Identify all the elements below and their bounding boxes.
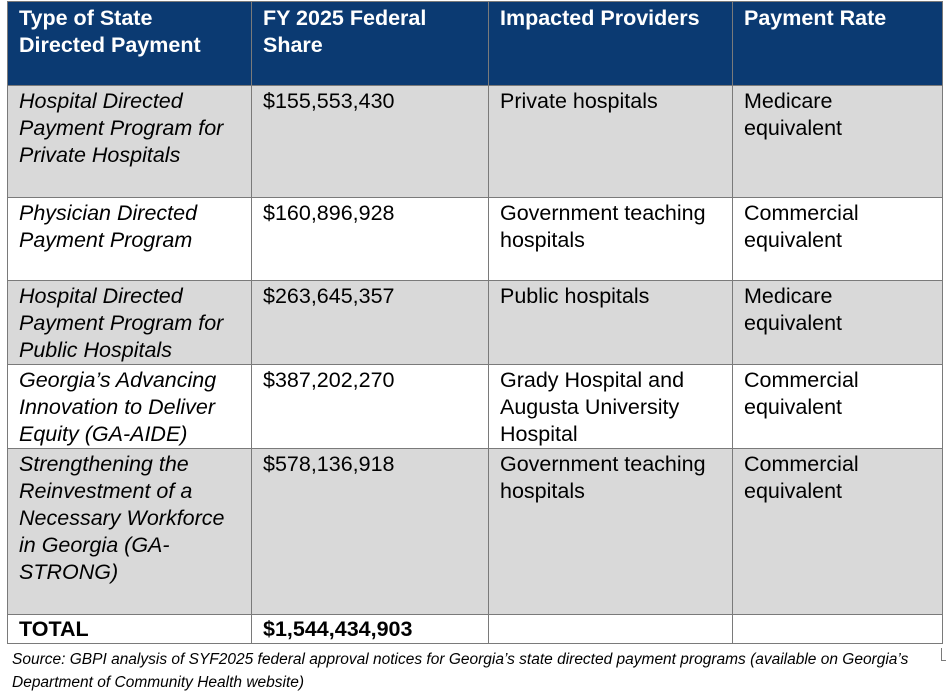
cell-type: Physician Directed Payment Program: [8, 198, 252, 281]
source-note: Source: GBPI analysis of SYF2025 federal approval notices for Georgia’s state directed payment programs (available on Georgia’s Department of Community Health website): [12, 651, 909, 691]
total-label: TOTAL: [8, 615, 252, 644]
table-row: [8, 198, 943, 281]
cell-federal-share: $263,645,357: [252, 281, 489, 365]
header-payment-rate: Payment Rate: [733, 2, 943, 86]
cell-impacted-providers: Public hospitals: [489, 281, 733, 365]
total-empty-cell: [489, 615, 733, 644]
total-empty-cell: [733, 615, 943, 644]
cell-federal-share: $160,896,928: [252, 198, 489, 281]
table-corner-mark: [941, 648, 946, 661]
cell-impacted-providers: Government teaching hospitals: [489, 449, 733, 615]
cell-type: Strengthening the Reinvestment of a Necessary Workforce in Georgia (GA-STRONG): [8, 449, 252, 615]
cell-impacted-providers: Grady Hospital and Augusta University Hospital: [489, 365, 733, 449]
header-impacted-providers: Impacted Providers: [489, 2, 733, 86]
table-row: [8, 86, 943, 198]
cell-payment-rate: Commercial equivalent: [733, 365, 943, 449]
table-header-row: [8, 2, 943, 86]
state-directed-payments-table: [7, 1, 943, 644]
cell-federal-share: $578,136,918: [252, 449, 489, 615]
table-row: [8, 365, 943, 449]
cell-federal-share: $387,202,270: [252, 365, 489, 449]
cell-type: Hospital Directed Payment Program for Public Hospitals: [8, 281, 252, 365]
header-type: Type of State Directed Payment: [8, 2, 252, 86]
header-federal-share: FY 2025 Federal Share: [252, 2, 489, 86]
cell-federal-share: $155,553,430: [252, 86, 489, 198]
cell-impacted-providers: Private hospitals: [489, 86, 733, 198]
table-total-row: [8, 615, 943, 644]
cell-payment-rate: Commercial equivalent: [733, 198, 943, 281]
table-row: [8, 449, 943, 615]
cell-impacted-providers: Government teaching hospitals: [489, 198, 733, 281]
cell-payment-rate: Medicare equivalent: [733, 281, 943, 365]
cell-type: Georgia’s Advancing Innovation to Deliver Equity (GA-AIDE): [8, 365, 252, 449]
cell-type: Hospital Directed Payment Program for Private Hospitals: [8, 86, 252, 198]
total-federal-share: $1,544,434,903: [252, 615, 489, 644]
cell-payment-rate: Medicare equivalent: [733, 86, 943, 198]
table-row: [8, 281, 943, 365]
cell-payment-rate: Commercial equivalent: [733, 449, 943, 615]
